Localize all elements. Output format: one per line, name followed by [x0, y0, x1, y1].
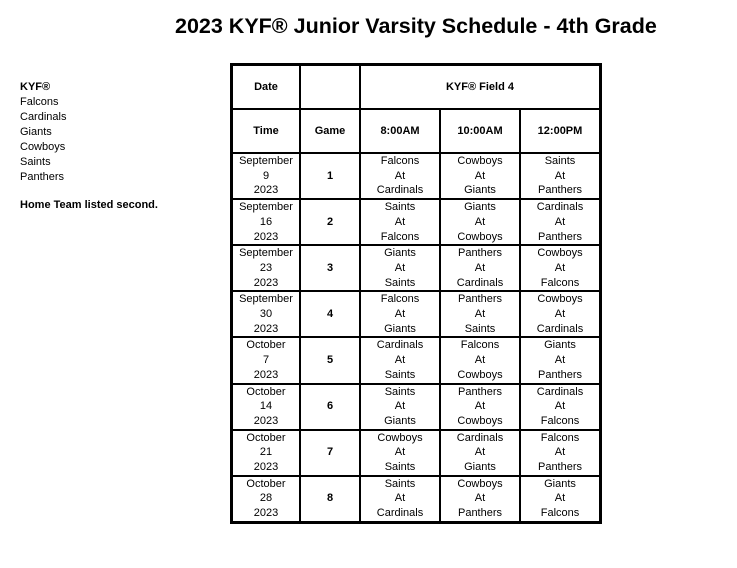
at-label: At — [474, 446, 486, 459]
matchup-cell — [520, 384, 601, 430]
home-team: Saints — [384, 368, 416, 381]
date-month: October — [246, 477, 286, 490]
header-row-times — [232, 109, 601, 153]
at-label: At — [394, 169, 406, 182]
away-team: Saints — [384, 477, 416, 490]
game-number: 3 — [300, 245, 360, 291]
at-label: At — [554, 308, 566, 321]
legend-team: Saints — [20, 156, 51, 168]
date-month: September — [239, 155, 293, 167]
date-year: 2023 — [253, 368, 279, 381]
game-header: Game — [300, 109, 360, 153]
away-team: Cardinals — [456, 431, 504, 444]
date-month: September — [239, 293, 293, 306]
home-team: Falcons — [540, 414, 580, 427]
matchup-cell — [360, 430, 440, 476]
table-row — [232, 430, 601, 476]
at-label: At — [554, 169, 566, 182]
matchup-cell — [360, 153, 440, 199]
game-number: 7 — [300, 430, 360, 476]
home-team: Cowboys — [457, 368, 503, 381]
at-label: At — [474, 354, 486, 367]
game-number: 8 — [300, 476, 360, 523]
date-day: 9 — [262, 169, 270, 182]
home-team: Saints — [384, 461, 416, 474]
date-year: 2023 — [253, 507, 279, 520]
field-header: KYF® Field 4 — [360, 65, 601, 110]
date-month: September — [239, 247, 293, 260]
game-number: 5 — [300, 337, 360, 383]
game-number: 2 — [300, 199, 360, 245]
legend-team: Falcons — [20, 96, 59, 108]
matchup-cell — [520, 199, 601, 245]
home-team: Falcons — [540, 507, 580, 520]
home-team: Cardinals — [536, 322, 584, 335]
matchup-cell — [440, 291, 520, 337]
game-date-cell — [232, 291, 301, 337]
time-slot-header: 8:00AM — [360, 109, 440, 153]
at-label: At — [394, 308, 406, 321]
game-date-cell — [232, 153, 301, 199]
matchup-cell — [360, 245, 440, 291]
at-label: At — [474, 400, 486, 413]
home-team: Falcons — [380, 230, 420, 243]
at-label: At — [554, 215, 566, 228]
matchup-cell — [440, 384, 520, 430]
matchup-cell — [520, 291, 601, 337]
away-team: Giants — [544, 339, 576, 352]
home-team: Saints — [384, 276, 416, 289]
at-label: At — [554, 492, 566, 505]
at-label: At — [394, 215, 406, 228]
home-team: Giants — [384, 322, 416, 335]
home-team: Panthers — [537, 230, 583, 243]
home-team: Panthers — [537, 368, 583, 381]
at-label: At — [474, 308, 486, 321]
at-label: At — [554, 446, 566, 459]
date-day: 21 — [259, 446, 273, 459]
date-month: October — [246, 385, 286, 398]
table-row — [232, 153, 601, 199]
date-month: October — [246, 431, 286, 444]
at-label: At — [554, 354, 566, 367]
date-month: September — [239, 201, 293, 214]
time-header: Time — [232, 109, 301, 153]
game-date-cell — [232, 384, 301, 430]
table-row — [232, 245, 601, 291]
date-day: 14 — [259, 400, 273, 413]
schedule-table — [230, 63, 602, 524]
home-team: Giants — [464, 184, 496, 197]
game-number: 6 — [300, 384, 360, 430]
home-team: Giants — [464, 461, 496, 474]
matchup-cell — [440, 153, 520, 199]
table-row — [232, 199, 601, 245]
game-date-cell — [232, 430, 301, 476]
date-year: 2023 — [253, 230, 279, 243]
game-date-cell — [232, 337, 301, 383]
date-month: October — [246, 339, 286, 352]
at-label: At — [394, 446, 406, 459]
away-team: Cowboys — [537, 247, 583, 260]
matchup-cell — [440, 199, 520, 245]
away-team: Cardinals — [376, 339, 424, 352]
at-label: At — [474, 492, 486, 505]
home-team: Panthers — [457, 507, 503, 520]
away-team: Saints — [544, 155, 576, 167]
date-day: 28 — [259, 492, 273, 505]
home-team: Saints — [464, 322, 496, 335]
game-date-cell — [232, 199, 301, 245]
away-team: Falcons — [460, 339, 500, 352]
date-day: 7 — [262, 354, 270, 367]
home-team: Falcons — [540, 276, 580, 289]
legend-team: Cardinals — [20, 111, 67, 123]
page-title: 2023 KYF® Junior Varsity Schedule - 4th Grade — [175, 14, 657, 38]
at-label: At — [474, 215, 486, 228]
date-year: 2023 — [253, 184, 279, 197]
matchup-cell — [360, 384, 440, 430]
game-number: 4 — [300, 291, 360, 337]
matchup-cell — [360, 476, 440, 523]
home-team: Panthers — [537, 461, 583, 474]
date-year: 2023 — [253, 461, 279, 474]
matchup-cell — [520, 476, 601, 523]
at-label: At — [474, 169, 486, 182]
matchup-cell — [520, 153, 601, 199]
header-row-field — [232, 65, 601, 110]
away-team: Cowboys — [457, 155, 503, 167]
matchup-cell — [520, 245, 601, 291]
table-row — [232, 291, 601, 337]
at-label: At — [394, 400, 406, 413]
at-label: At — [474, 261, 486, 274]
team-legend — [20, 80, 66, 185]
date-day: 30 — [259, 308, 273, 321]
at-label: At — [394, 261, 406, 274]
game-date-cell — [232, 245, 301, 291]
home-team: Cardinals — [376, 184, 424, 197]
away-team: Giants — [384, 247, 416, 260]
at-label: At — [554, 400, 566, 413]
away-team: Falcons — [540, 431, 580, 444]
away-team: Panthers — [457, 293, 503, 306]
home-team: Panthers — [537, 184, 583, 197]
home-team-note: Home Team listed second. — [20, 199, 158, 211]
at-label: At — [394, 354, 406, 367]
game-date-cell — [232, 476, 301, 523]
away-team: Giants — [544, 477, 576, 490]
table-row — [232, 384, 601, 430]
away-team: Saints — [384, 385, 416, 398]
away-team: Cowboys — [537, 293, 583, 306]
time-slot-header: 12:00PM — [520, 109, 601, 153]
away-team: Cardinals — [536, 385, 584, 398]
matchup-cell — [520, 430, 601, 476]
away-team: Cowboys — [377, 431, 423, 444]
game-number: 1 — [300, 153, 360, 199]
matchup-cell — [360, 199, 440, 245]
home-team: Cowboys — [457, 230, 503, 243]
matchup-cell — [440, 430, 520, 476]
away-team: Panthers — [457, 385, 503, 398]
at-label: At — [554, 261, 566, 274]
date-year: 2023 — [253, 414, 279, 427]
matchup-cell — [360, 291, 440, 337]
home-team: Cardinals — [376, 507, 424, 520]
date-year: 2023 — [253, 322, 279, 335]
legend-team: Panthers — [20, 171, 65, 183]
date-header: Date — [232, 65, 301, 110]
table-row — [232, 476, 601, 523]
table-row — [232, 337, 601, 383]
matchup-cell — [440, 337, 520, 383]
matchup-cell — [360, 337, 440, 383]
away-team: Cowboys — [457, 477, 503, 490]
home-team: Cowboys — [457, 414, 503, 427]
away-team: Cardinals — [536, 201, 584, 214]
matchup-cell — [440, 245, 520, 291]
time-slot-header: 10:00AM — [440, 109, 520, 153]
legend-team: Cowboys — [20, 141, 66, 153]
legend-team: Giants — [20, 126, 52, 138]
matchup-cell — [440, 476, 520, 523]
away-team: Falcons — [380, 155, 420, 167]
away-team: Giants — [464, 201, 496, 214]
date-day: 23 — [259, 261, 273, 274]
legend-heading: KYF® — [20, 81, 51, 93]
away-team: Saints — [384, 201, 416, 214]
date-day: 16 — [259, 215, 273, 228]
away-team: Falcons — [380, 293, 420, 306]
away-team: Panthers — [457, 247, 503, 260]
home-team: Cardinals — [456, 276, 504, 289]
at-label: At — [394, 492, 406, 505]
home-team: Giants — [384, 414, 416, 427]
blank-header-cell — [300, 65, 360, 110]
matchup-cell — [520, 337, 601, 383]
date-year: 2023 — [253, 276, 279, 289]
